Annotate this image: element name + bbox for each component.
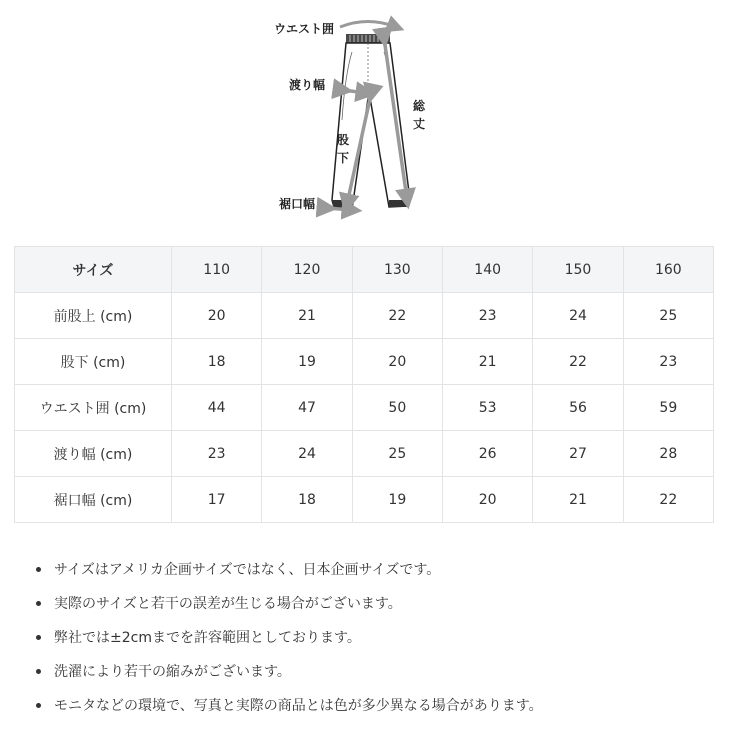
table-cell: 23: [442, 293, 532, 339]
row-label: 前股上 (cm): [15, 293, 172, 339]
row-label: 裾口幅 (cm): [15, 477, 172, 523]
table-row: [15, 385, 714, 431]
list-item: 洗濯により若干の縮みがございます。: [34, 660, 543, 694]
hem-label: 裾口幅: [279, 197, 316, 211]
table-cell: 25: [352, 431, 442, 477]
waist-label: ウエスト囲: [274, 22, 335, 36]
table-cell: 23: [623, 339, 713, 385]
table-cell: 53: [442, 385, 532, 431]
size-header-cell: 130: [352, 247, 442, 293]
table-cell: 22: [623, 477, 713, 523]
list-item: 実際のサイズと若干の誤差が生じる場合がございます。: [34, 592, 543, 626]
notes-list: [34, 558, 543, 728]
size-header-cell: 110: [172, 247, 262, 293]
table-row: [15, 477, 714, 523]
inseam-label: [336, 131, 350, 167]
table-cell: 24: [262, 431, 352, 477]
table-cell: 21: [262, 293, 352, 339]
inseam-label-char-1: 股: [336, 133, 349, 147]
table-cell: 24: [533, 293, 623, 339]
pants-illustration: [0, 0, 730, 230]
row-label: ウエスト囲 (cm): [15, 385, 172, 431]
thigh-label: 渡り幅: [289, 78, 326, 92]
size-header-cell: 140: [442, 247, 532, 293]
size-header-cell: 150: [533, 247, 623, 293]
table-cell: 20: [352, 339, 442, 385]
table-cell: 23: [172, 431, 262, 477]
list-item: モニタなどの環境で、写真と実際の商品とは色が多少異なる場合があります。: [34, 694, 543, 728]
length-label-char-1: 総: [412, 99, 425, 113]
table-row: [15, 431, 714, 477]
table-cell: 18: [172, 339, 262, 385]
waist-arrow: [340, 22, 396, 28]
table-cell: 19: [352, 477, 442, 523]
table-cell: 28: [623, 431, 713, 477]
table-cell: 59: [623, 385, 713, 431]
table-cell: 21: [533, 477, 623, 523]
table-cell: 27: [533, 431, 623, 477]
inseam-label-char-2: 下: [336, 151, 349, 165]
length-label: [412, 97, 426, 133]
list-item: 弊社では±2cmまでを許容範囲としております。: [34, 626, 543, 660]
table-cell: 50: [352, 385, 442, 431]
table-cell: 22: [533, 339, 623, 385]
list-item: サイズはアメリカ企画サイズではなく、日本企画サイズです。: [34, 558, 543, 592]
table-cell: 44: [172, 385, 262, 431]
size-header-cell: 120: [262, 247, 352, 293]
table-cell: 20: [172, 293, 262, 339]
table-cell: 25: [623, 293, 713, 339]
size-header-row: [15, 247, 714, 293]
table-cell: 22: [352, 293, 442, 339]
table-row: [15, 293, 714, 339]
table-cell: 21: [442, 339, 532, 385]
pants-measurement-diagram: [0, 0, 730, 230]
table-cell: 47: [262, 385, 352, 431]
row-label: 股下 (cm): [15, 339, 172, 385]
table-row: [15, 339, 714, 385]
hem-arrow: [327, 208, 352, 210]
table-cell: 56: [533, 385, 623, 431]
size-header-cell: 160: [623, 247, 713, 293]
table-cell: 19: [262, 339, 352, 385]
table-cell: 17: [172, 477, 262, 523]
table-cell: 26: [442, 431, 532, 477]
row-label: 渡り幅 (cm): [15, 431, 172, 477]
table-cell: 20: [442, 477, 532, 523]
size-table: [14, 246, 714, 523]
size-header-label: サイズ: [15, 247, 172, 293]
table-cell: 18: [262, 477, 352, 523]
length-label-char-2: 丈: [412, 117, 425, 131]
